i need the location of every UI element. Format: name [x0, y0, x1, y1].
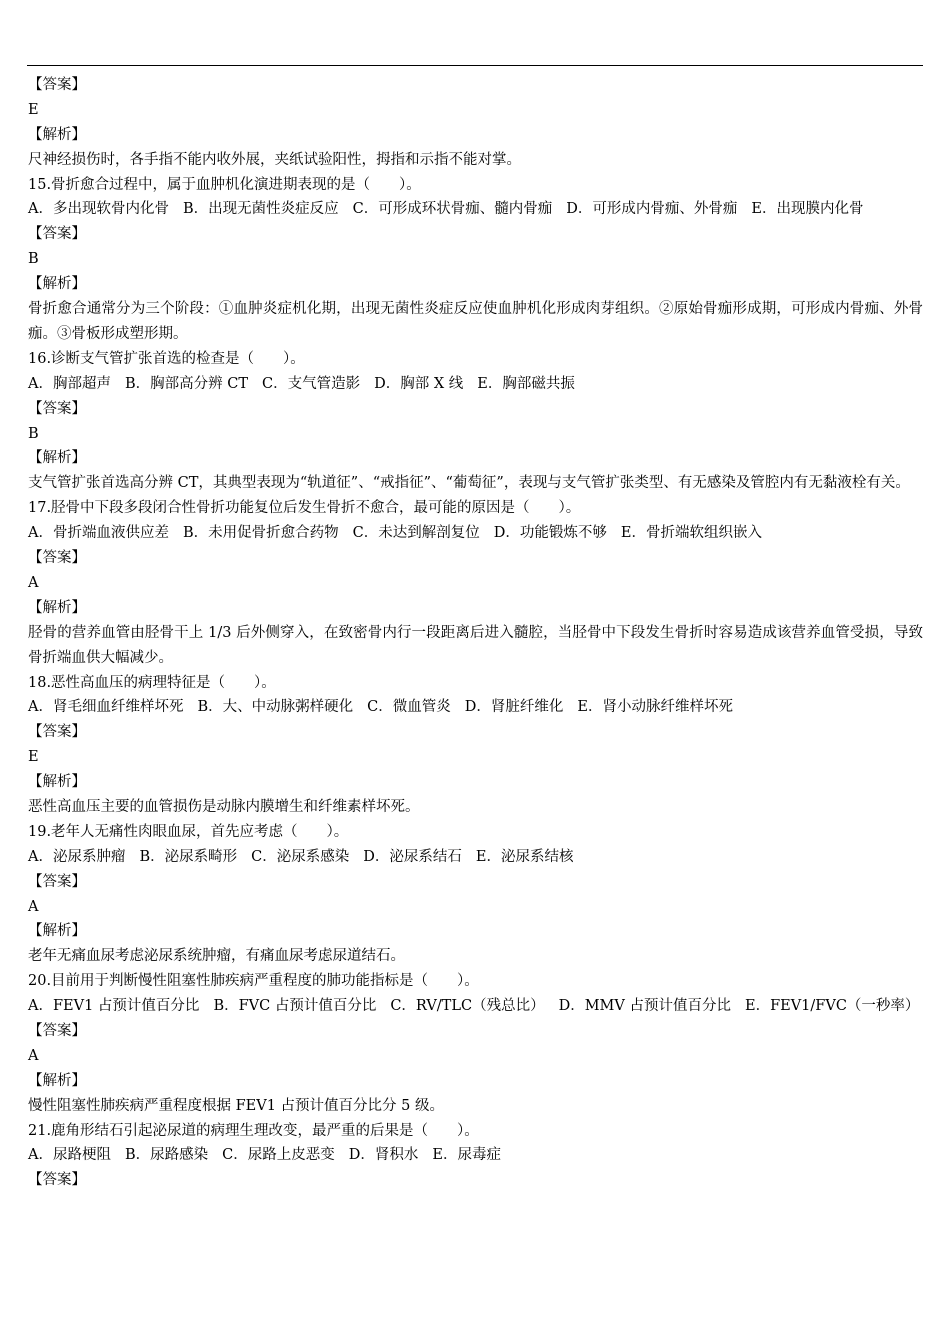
body-text: A	[28, 898, 39, 915]
body-text: 老年无痛血尿考虑泌尿系统肿瘤，有痛血尿考虑尿道结石。	[28, 948, 405, 965]
option-item: A．FEV1 占预计值百分比	[28, 998, 200, 1015]
option-item: A．肾毛细血纤维样坏死	[28, 699, 184, 716]
option-item: E．胸部磁共振	[477, 375, 575, 392]
option-item: A．尿路梗阻	[28, 1147, 111, 1164]
body-text: 支气管扩张首选高分辨 CT，其典型表现为“轨道征”、“戒指征”、“葡萄征”，表现与支气管扩张类型、有无感染及管腔内有无黏液栓有关。	[28, 475, 910, 492]
section-label: 【答案】	[28, 400, 86, 417]
option-item: E．尿毒症	[432, 1147, 501, 1164]
header-rule	[27, 65, 923, 66]
question-stem: 19.老年人无痛性肉眼血尿，首先应考虑（ ）。	[28, 823, 349, 840]
option-item: C．RV/TLC（残总比）	[390, 998, 545, 1015]
options-row	[28, 845, 923, 870]
section-label: 【答案】	[28, 873, 86, 890]
section-label: 【答案】	[28, 77, 86, 93]
body-text: A	[28, 574, 39, 591]
option-item: B．FVC 占预计值百分比	[213, 998, 377, 1015]
option-item: E．骨折端软组织嵌入	[620, 525, 762, 542]
option-item: C．尿路上皮恶变	[222, 1147, 335, 1164]
question-stem: 15.骨折愈合过程中，属于血肿机化演进期表现的是（ ）。	[28, 176, 421, 193]
option-item: E．肾小动脉纤维样坏死	[577, 699, 733, 716]
option-item: B．出现无菌性炎症反应	[182, 201, 339, 218]
question-stem: 16.诊断支气管扩张首选的检查是（ ）。	[28, 350, 305, 367]
option-item: D．泌尿系结石	[363, 848, 462, 865]
options-row	[28, 197, 923, 222]
body-text: 恶性高血压主要的血管损伤是动脉内膜增生和纤维素样坏死。	[28, 798, 420, 815]
section-label: 【答案】	[28, 1023, 86, 1040]
question-stem: 18.恶性高血压的病理特征是（ ）。	[28, 674, 276, 691]
option-item: B．胸部高分辨 CT	[124, 375, 249, 392]
options-row	[28, 994, 923, 1019]
question-stem: 20.目前用于判断慢性阻塞性肺疾病严重程度的肺功能指标是（ ）。	[28, 973, 479, 990]
section-label: 【答案】	[28, 550, 86, 567]
section-label: 【解析】	[28, 774, 86, 791]
option-item: B．大、中动脉粥样硬化	[197, 699, 354, 716]
section-label: 【解析】	[28, 923, 86, 940]
option-item: D．肾积水	[348, 1147, 419, 1164]
option-item: A．骨折端血液供应差	[28, 525, 169, 542]
option-item: C．可形成环状骨痂、髓内骨痂	[352, 201, 553, 218]
section-label: 【答案】	[28, 226, 86, 243]
section-label: 【解析】	[28, 126, 86, 143]
options-row	[28, 1143, 923, 1168]
option-item: E．泌尿系结核	[475, 848, 574, 865]
option-item: A．胸部超声	[28, 375, 111, 392]
body-text: A	[28, 1047, 39, 1064]
body-text: 慢性阻塞性肺疾病严重程度根据 FEV1 占预计值百分比分 5 级。	[28, 1097, 445, 1114]
options-row	[28, 695, 923, 720]
option-item: D．胸部 X 线	[374, 375, 464, 392]
body-text: 尺神经损伤时，各手指不能内收外展，夹纸试验阳性，拇指和示指不能对掌。	[28, 151, 521, 168]
document-body	[28, 73, 923, 1193]
section-label: 【解析】	[28, 450, 86, 467]
option-item: D．肾脏纤维化	[464, 699, 564, 716]
option-item: A．泌尿系肿瘤	[28, 848, 126, 865]
body-text: E	[28, 749, 39, 766]
body-text: E	[28, 101, 39, 118]
section-label: 【答案】	[28, 1172, 86, 1189]
section-label: 【解析】	[28, 599, 86, 616]
option-item: E．FEV1/FVC（一秒率）	[744, 998, 920, 1015]
option-item: D．功能锻炼不够	[493, 525, 607, 542]
option-item: C．支气管造影	[262, 375, 361, 392]
body-text: B	[28, 251, 39, 268]
option-item: D．MMV 占预计值百分比	[558, 998, 731, 1015]
section-label: 【解析】	[28, 276, 86, 293]
option-item: D．可形成内骨痂、外骨痂	[566, 201, 738, 218]
body-text: 骨折愈合通常分为三个阶段：①血肿炎症机化期，出现无菌性炎症反应使血肿机化形成肉芽组织。②原始骨痂形成期，可形成内骨痂、外骨痂。③骨板形成塑形期。	[28, 301, 923, 342]
option-item: E．出现膜内化骨	[751, 201, 864, 218]
body-text: B	[28, 425, 39, 442]
question-stem: 21.鹿角形结石引起泌尿道的病理生理改变，最严重的后果是（ ）。	[28, 1122, 479, 1139]
option-item: B．尿路感染	[124, 1147, 209, 1164]
section-label: 【解析】	[28, 1072, 86, 1089]
question-stem: 17.胫骨中下段多段闭合性骨折功能复位后发生骨折不愈合，最可能的原因是（ ）。	[28, 500, 581, 517]
option-item: B．未用促骨折愈合药物	[182, 525, 339, 542]
options-row	[28, 521, 923, 546]
options-row	[28, 372, 923, 397]
option-item: C．未达到解剖复位	[352, 525, 480, 542]
option-item: C．微血管炎	[367, 699, 451, 716]
option-item: B．泌尿系畸形	[139, 848, 238, 865]
option-item: A．多出现软骨内化骨	[28, 201, 169, 218]
option-item: C．泌尿系感染	[251, 848, 350, 865]
section-label: 【答案】	[28, 724, 86, 741]
body-text: 胫骨的营养血管由胫骨干上 1/3 后外侧穿入，在致密骨内行一段距离后进入髓腔，当胫骨中下段发生骨折时容易造成该营养血管受损，导致骨折端血供大幅减少。	[28, 624, 923, 666]
